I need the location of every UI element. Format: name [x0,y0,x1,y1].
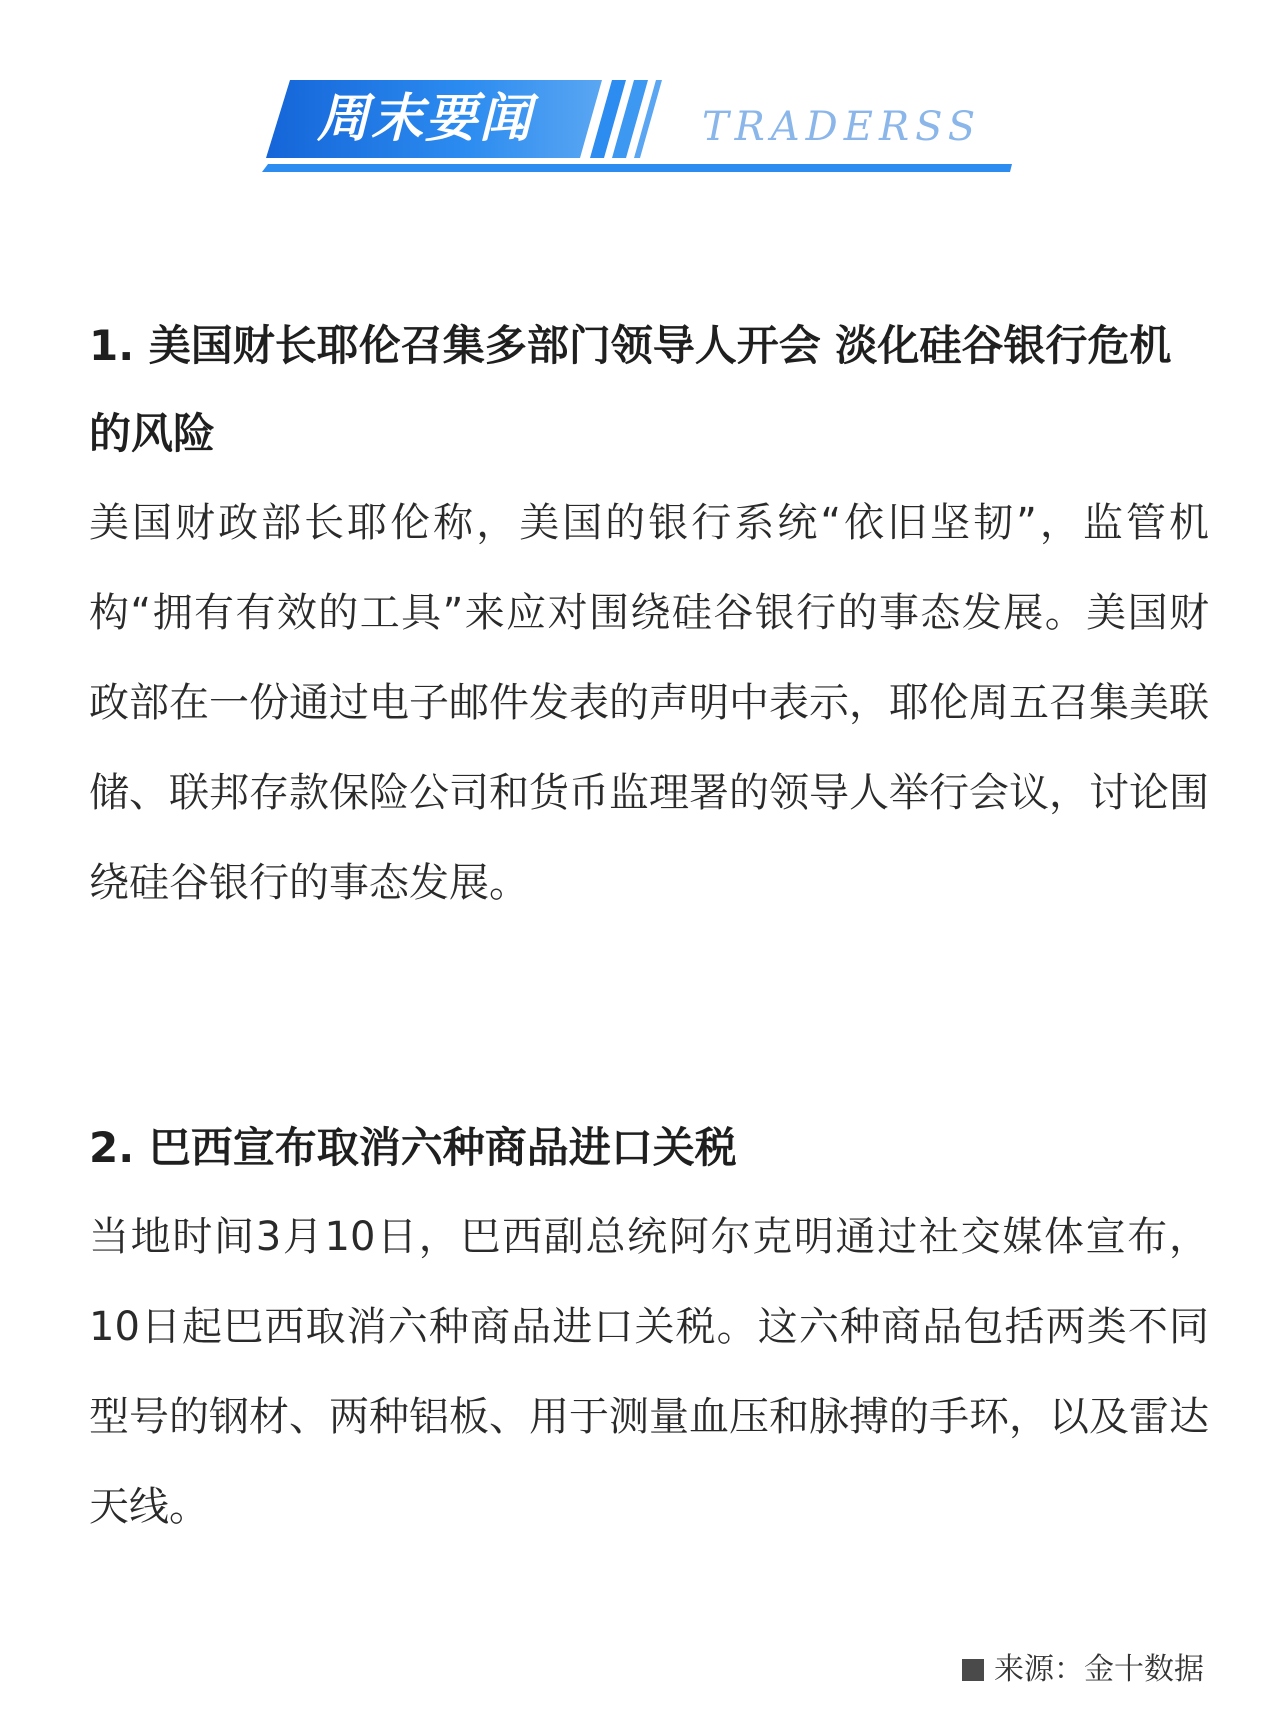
header-brand: TRADERSS [702,104,982,150]
source-credit [962,1650,1204,1690]
article-body: 当地时间3月10日，巴西副总统阿尔克明通过社交媒体宣布，10日起巴西取消六种商品进口关税。这六种商品包括两类不同型号的钢材、两种铝板、用于测量血压和脉搏的手环，以及雷达天线。 [89,1214,1209,1530]
article-headline: 2. 巴西宣布取消六种商品进口关税 [89,1123,737,1172]
article [89,1104,1209,1552]
article [89,302,1209,928]
article-headline: 1. 美国财长耶伦召集多部门领导人开会 淡化硅谷银行危机的风险 [89,321,1172,458]
header-title: 周末要闻 [317,89,534,149]
header-banner [262,78,1012,174]
source-text: 来源：金十数据 [994,1652,1204,1687]
square-icon [962,1659,984,1681]
article-body: 美国财政部长耶伦称，美国的银行系统“依旧坚韧”，监管机构“拥有有效的工具”来应对围绕硅谷银行的事态发展。美国财政部在一份通过电子邮件发表的声明中表示，耶伦周五召集美联储、联邦存款保险公司和货币监理署的领导人举行会议，讨论围绕硅谷银行的事态发展。 [89,500,1209,906]
banner-underline [262,164,1012,172]
